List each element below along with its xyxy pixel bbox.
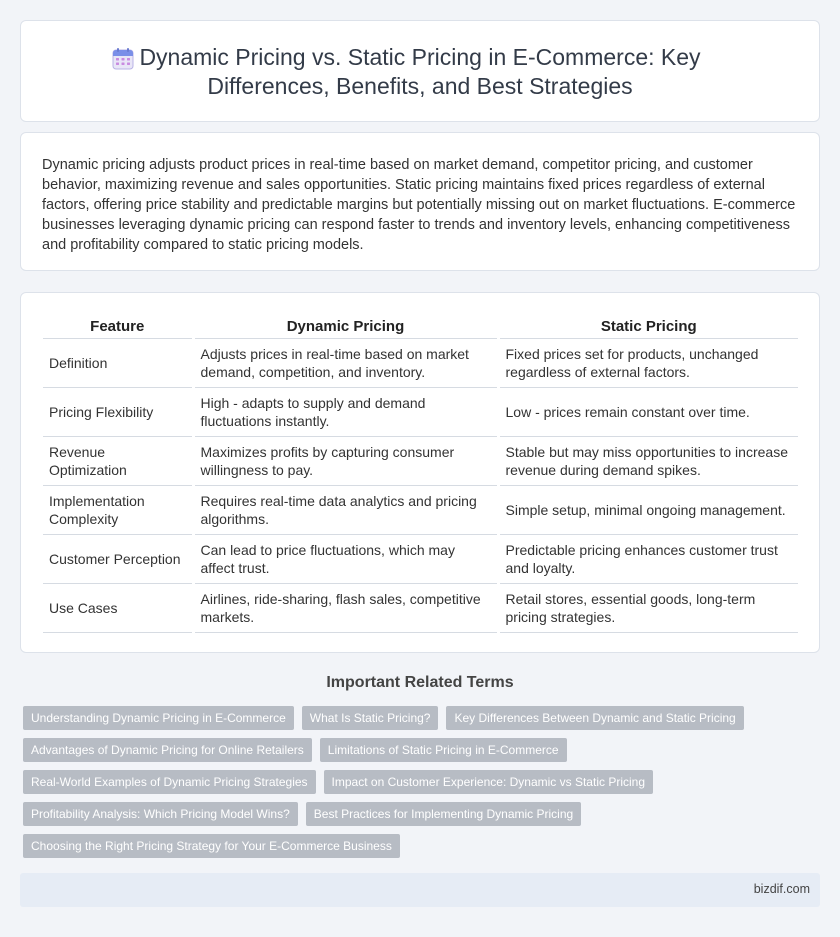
header-feature: Feature [43, 314, 193, 338]
related-term-link[interactable]: Key Differences Between Dynamic and Static Pricing [446, 706, 743, 730]
related-term-link[interactable]: What Is Static Pricing? [302, 706, 439, 730]
header-card [20, 20, 820, 122]
static-cell: Predictable pricing enhances customer trust and loyalty. [498, 534, 798, 583]
header-dynamic-pricing: Dynamic Pricing [193, 314, 498, 338]
related-terms-list [23, 706, 823, 866]
static-cell: Fixed prices set for products, unchanged regardless of external factors. [498, 338, 798, 387]
tag-row [23, 770, 823, 794]
feature-cell: Pricing Flexibility [43, 387, 193, 436]
static-cell: Retail stores, essential goods, long-term pricing strategies. [498, 583, 798, 632]
related-term-link[interactable]: Limitations of Static Pricing in E-Commerce [320, 738, 567, 762]
intro-paragraph: Dynamic pricing adjusts product prices in real-time based on market demand, competitor pricing, and customer behavior, maximizing revenue and sales opportunities. Static pricing maintains fixed prices regardless of external factors, offering price stability and predictable margins but potentially missing out on market fluctuations. E-commerce businesses leveraging dynamic pricing can respond faster to trends and inventory levels, enhancing competitiveness and profitability compared to static pricing models. [42, 157, 796, 253]
comparison-table [43, 314, 798, 633]
page-title-line-2: Differences, Benefits, and Best Strategies [207, 73, 633, 99]
site-link[interactable]: bizdif.com [753, 882, 810, 896]
table-header-row [43, 314, 798, 338]
footer-bar [20, 873, 820, 907]
dynamic-cell: Requires real-time data analytics and pricing algorithms. [193, 485, 498, 534]
related-term-link[interactable]: Best Practices for Implementing Dynamic Pricing [306, 802, 581, 826]
table-row [43, 387, 798, 436]
tag-row [23, 738, 823, 762]
related-term-link[interactable]: Advantages of Dynamic Pricing for Online Retailers [23, 738, 312, 762]
dynamic-cell: Maximizes profits by capturing consumer willingness to pay. [193, 436, 498, 485]
feature-cell: Implementation Complexity [43, 485, 193, 534]
related-terms-heading: Important Related Terms [326, 674, 514, 691]
related-term-link[interactable]: Profitability Analysis: Which Pricing Model Wins? [23, 802, 298, 826]
dynamic-cell: Adjusts prices in real-time based on market demand, competition, and inventory. [193, 338, 498, 387]
tag-row [23, 706, 823, 730]
page-title [139, 43, 700, 101]
tag-row [23, 834, 823, 858]
static-cell: Simple setup, minimal ongoing management. [498, 485, 798, 534]
table-row [43, 485, 798, 534]
intro-card [20, 132, 820, 271]
tag-row [23, 802, 823, 826]
table-row [43, 436, 798, 485]
static-cell: Low - prices remain constant over time. [498, 387, 798, 436]
feature-cell: Definition [43, 338, 193, 387]
header-static-pricing: Static Pricing [498, 314, 798, 338]
static-cell: Stable but may miss opportunities to increase revenue during demand spikes. [498, 436, 798, 485]
feature-cell: Use Cases [43, 583, 193, 632]
related-term-link[interactable]: Real-World Examples of Dynamic Pricing Strategies [23, 770, 316, 794]
table-row [43, 534, 798, 583]
dynamic-cell: High - adapts to supply and demand fluctuations instantly. [193, 387, 498, 436]
related-term-link[interactable]: Impact on Customer Experience: Dynamic vs Static Pricing [324, 770, 653, 794]
dynamic-cell: Airlines, ride-sharing, flash sales, competitive markets. [193, 583, 498, 632]
feature-cell: Customer Perception [43, 534, 193, 583]
dynamic-cell: Can lead to price fluctuations, which may affect trust. [193, 534, 498, 583]
page-title-line-1: Dynamic Pricing vs. Static Pricing in E-Commerce: Key [139, 44, 701, 70]
comparison-table-card [20, 292, 820, 653]
table-row [43, 338, 798, 387]
related-term-link[interactable]: Understanding Dynamic Pricing in E-Commerce [23, 706, 294, 730]
feature-cell: Revenue Optimization [43, 436, 193, 485]
related-term-link[interactable]: Choosing the Right Pricing Strategy for Your E-Commerce Business [23, 834, 400, 858]
table-row [43, 583, 798, 632]
